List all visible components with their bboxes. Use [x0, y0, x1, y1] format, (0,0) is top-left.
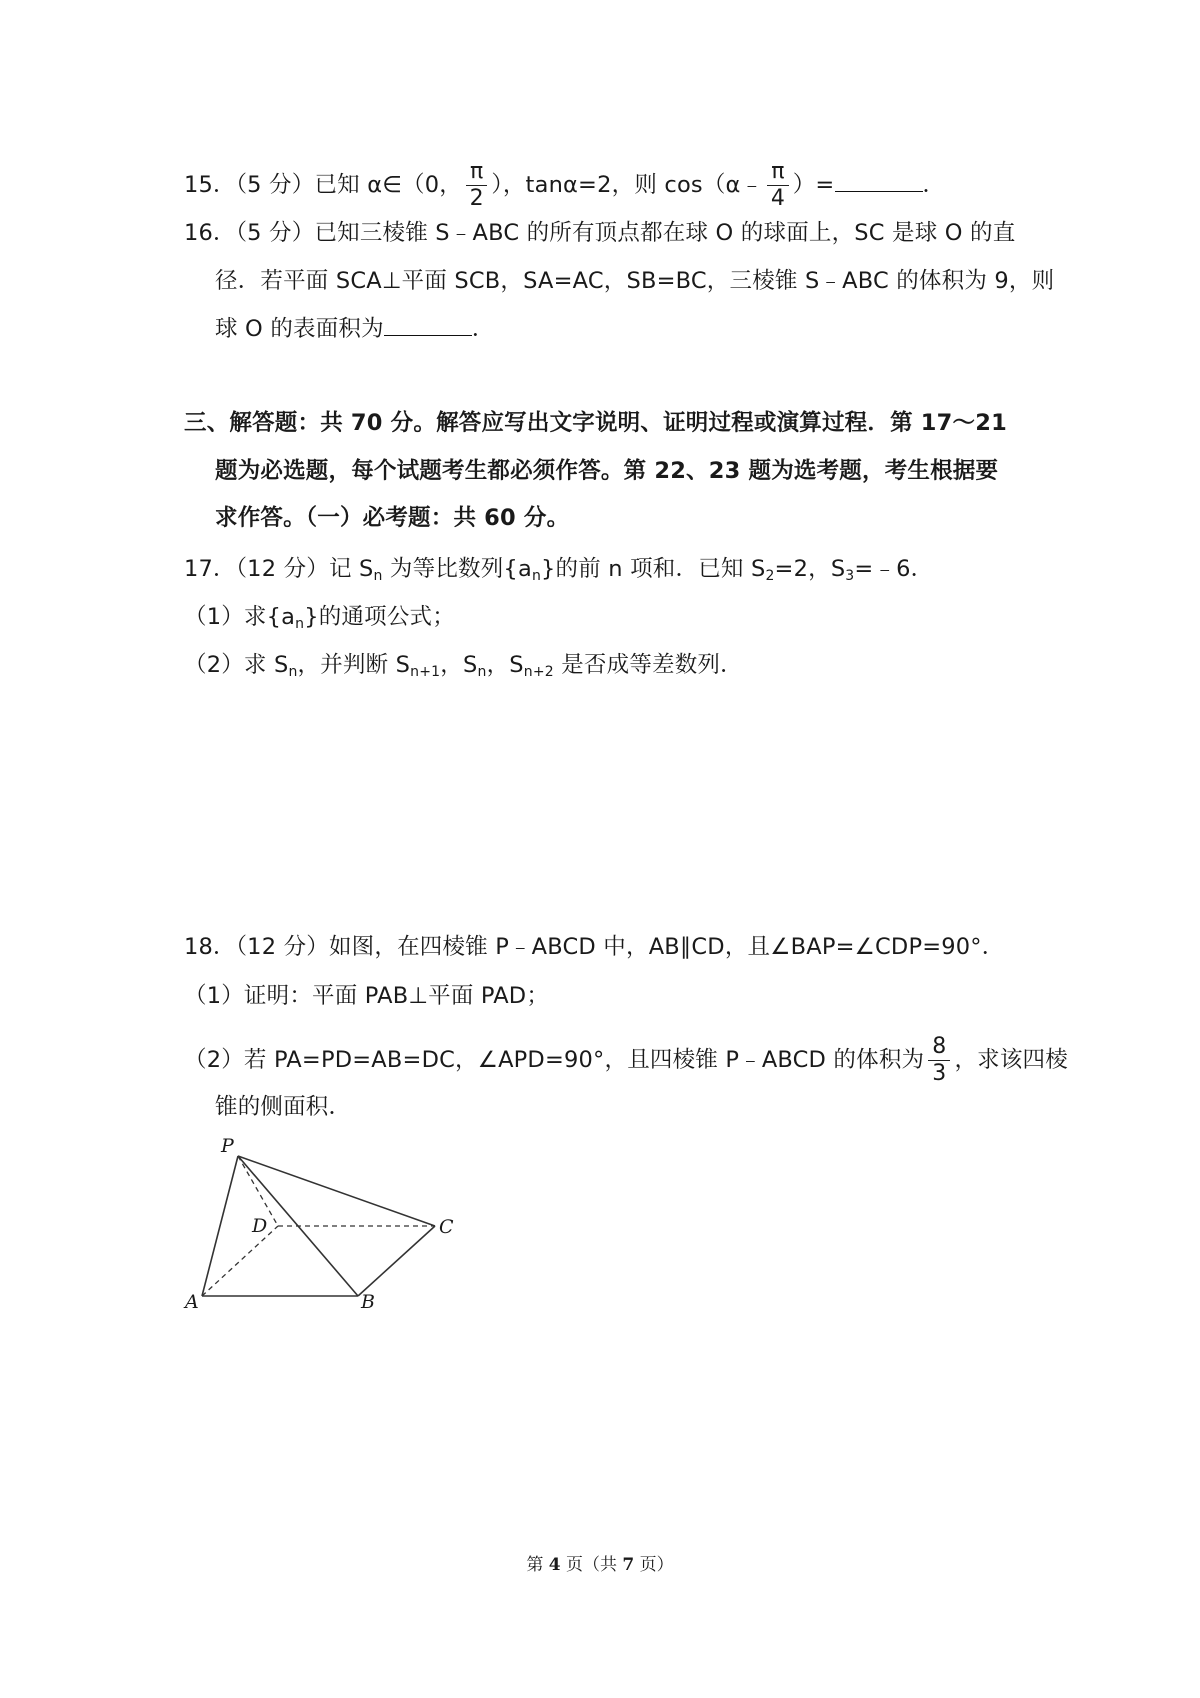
q15-mid: ），tanα=2，则 cos（α﹣ — [491, 172, 764, 198]
section-3-line-3: 求作答。（一）必考题：共 60 分。 — [215, 505, 570, 531]
vertex-label-A: A — [185, 1291, 199, 1313]
vertex-label-D: D — [252, 1215, 268, 1237]
vertex-label-B: B — [361, 1291, 375, 1313]
q15-end: ． — [922, 172, 946, 198]
page-footer: 第 4 页（共 7 页） — [526, 1555, 674, 1575]
q15-fraction-pi-over-4: $\frac{\pi}{4}$ — [767, 161, 788, 210]
q15-suffix: ）= — [792, 172, 835, 198]
section-3-line-2: 题为必选题，每个试题考生都必须作答。第 22、23 题为选考题，考生根据要 — [215, 458, 999, 484]
q16-line-1: 16．（5 分）已知三棱锥 S﹣ABC 的所有顶点都在球 O 的球面上，SC 是球 O 的直 — [184, 220, 1016, 246]
q17-part-2: （2）求 $S_n$，并判断 $S_{n+1}$，$S_n$，$S_{n+2}$ 是否成等差数列． — [184, 652, 743, 680]
q18-part-1: （1）证明：平面 PAB⊥平面 PAD； — [184, 983, 550, 1009]
q16-line-2: 径．若平面 SCA⊥平面 SCB，SA=AC，SB=BC，三棱锥 S﹣ABC 的体积为 9，则 — [215, 268, 1055, 294]
vertex-label-C: C — [439, 1216, 454, 1238]
q16-line-3: 球 O 的表面积为 ． — [215, 316, 495, 342]
question-15 — [184, 161, 945, 210]
q16-answer-blank — [384, 315, 472, 336]
question-17: 17．（12 分）记 $S_n$ 为等比数列$\{a_n\}$的前 n 项和．已知 $S_2=2$，$S_3=﹣6$． — [184, 556, 934, 584]
q17-part-1: （1）求$\{a_n\}$的通项公式； — [184, 604, 455, 632]
page-total: 7 — [622, 1555, 635, 1575]
q15-fraction-pi-over-2: $\frac{\pi}{2}$ — [466, 161, 487, 210]
edge-BC — [358, 1226, 435, 1296]
pyramid-figure — [180, 1130, 480, 1315]
q18-fraction-8-over-3: $\frac{8}{3}$ — [928, 1036, 950, 1085]
q15-answer-blank — [835, 171, 923, 192]
vertex-label-P: P — [221, 1135, 234, 1157]
page-number: 4 — [548, 1555, 561, 1575]
q18-part-2: （2）若 PA=PD=AB=DC，∠APD=90°，且四棱锥 P﹣ABCD 的体积为 $\frac{8}{3}$ ，求该四棱 — [184, 1034, 1068, 1086]
edge-PA — [202, 1156, 238, 1296]
q18-part-2-line-2: 锥的侧面积． — [215, 1094, 352, 1120]
section-3-line-1: 三、解答题：共 70 分。解答应写出文字说明、证明过程或演算过程．第 17～21 — [184, 410, 1007, 436]
q18-line-1: 18．（12 分）如图，在四棱锥 P﹣ABCD 中，AB∥CD，且∠BAP=∠CDP=90°． — [184, 934, 1005, 960]
q15-prefix: 15．（5 分）已知 α∈（0， — [184, 172, 462, 198]
